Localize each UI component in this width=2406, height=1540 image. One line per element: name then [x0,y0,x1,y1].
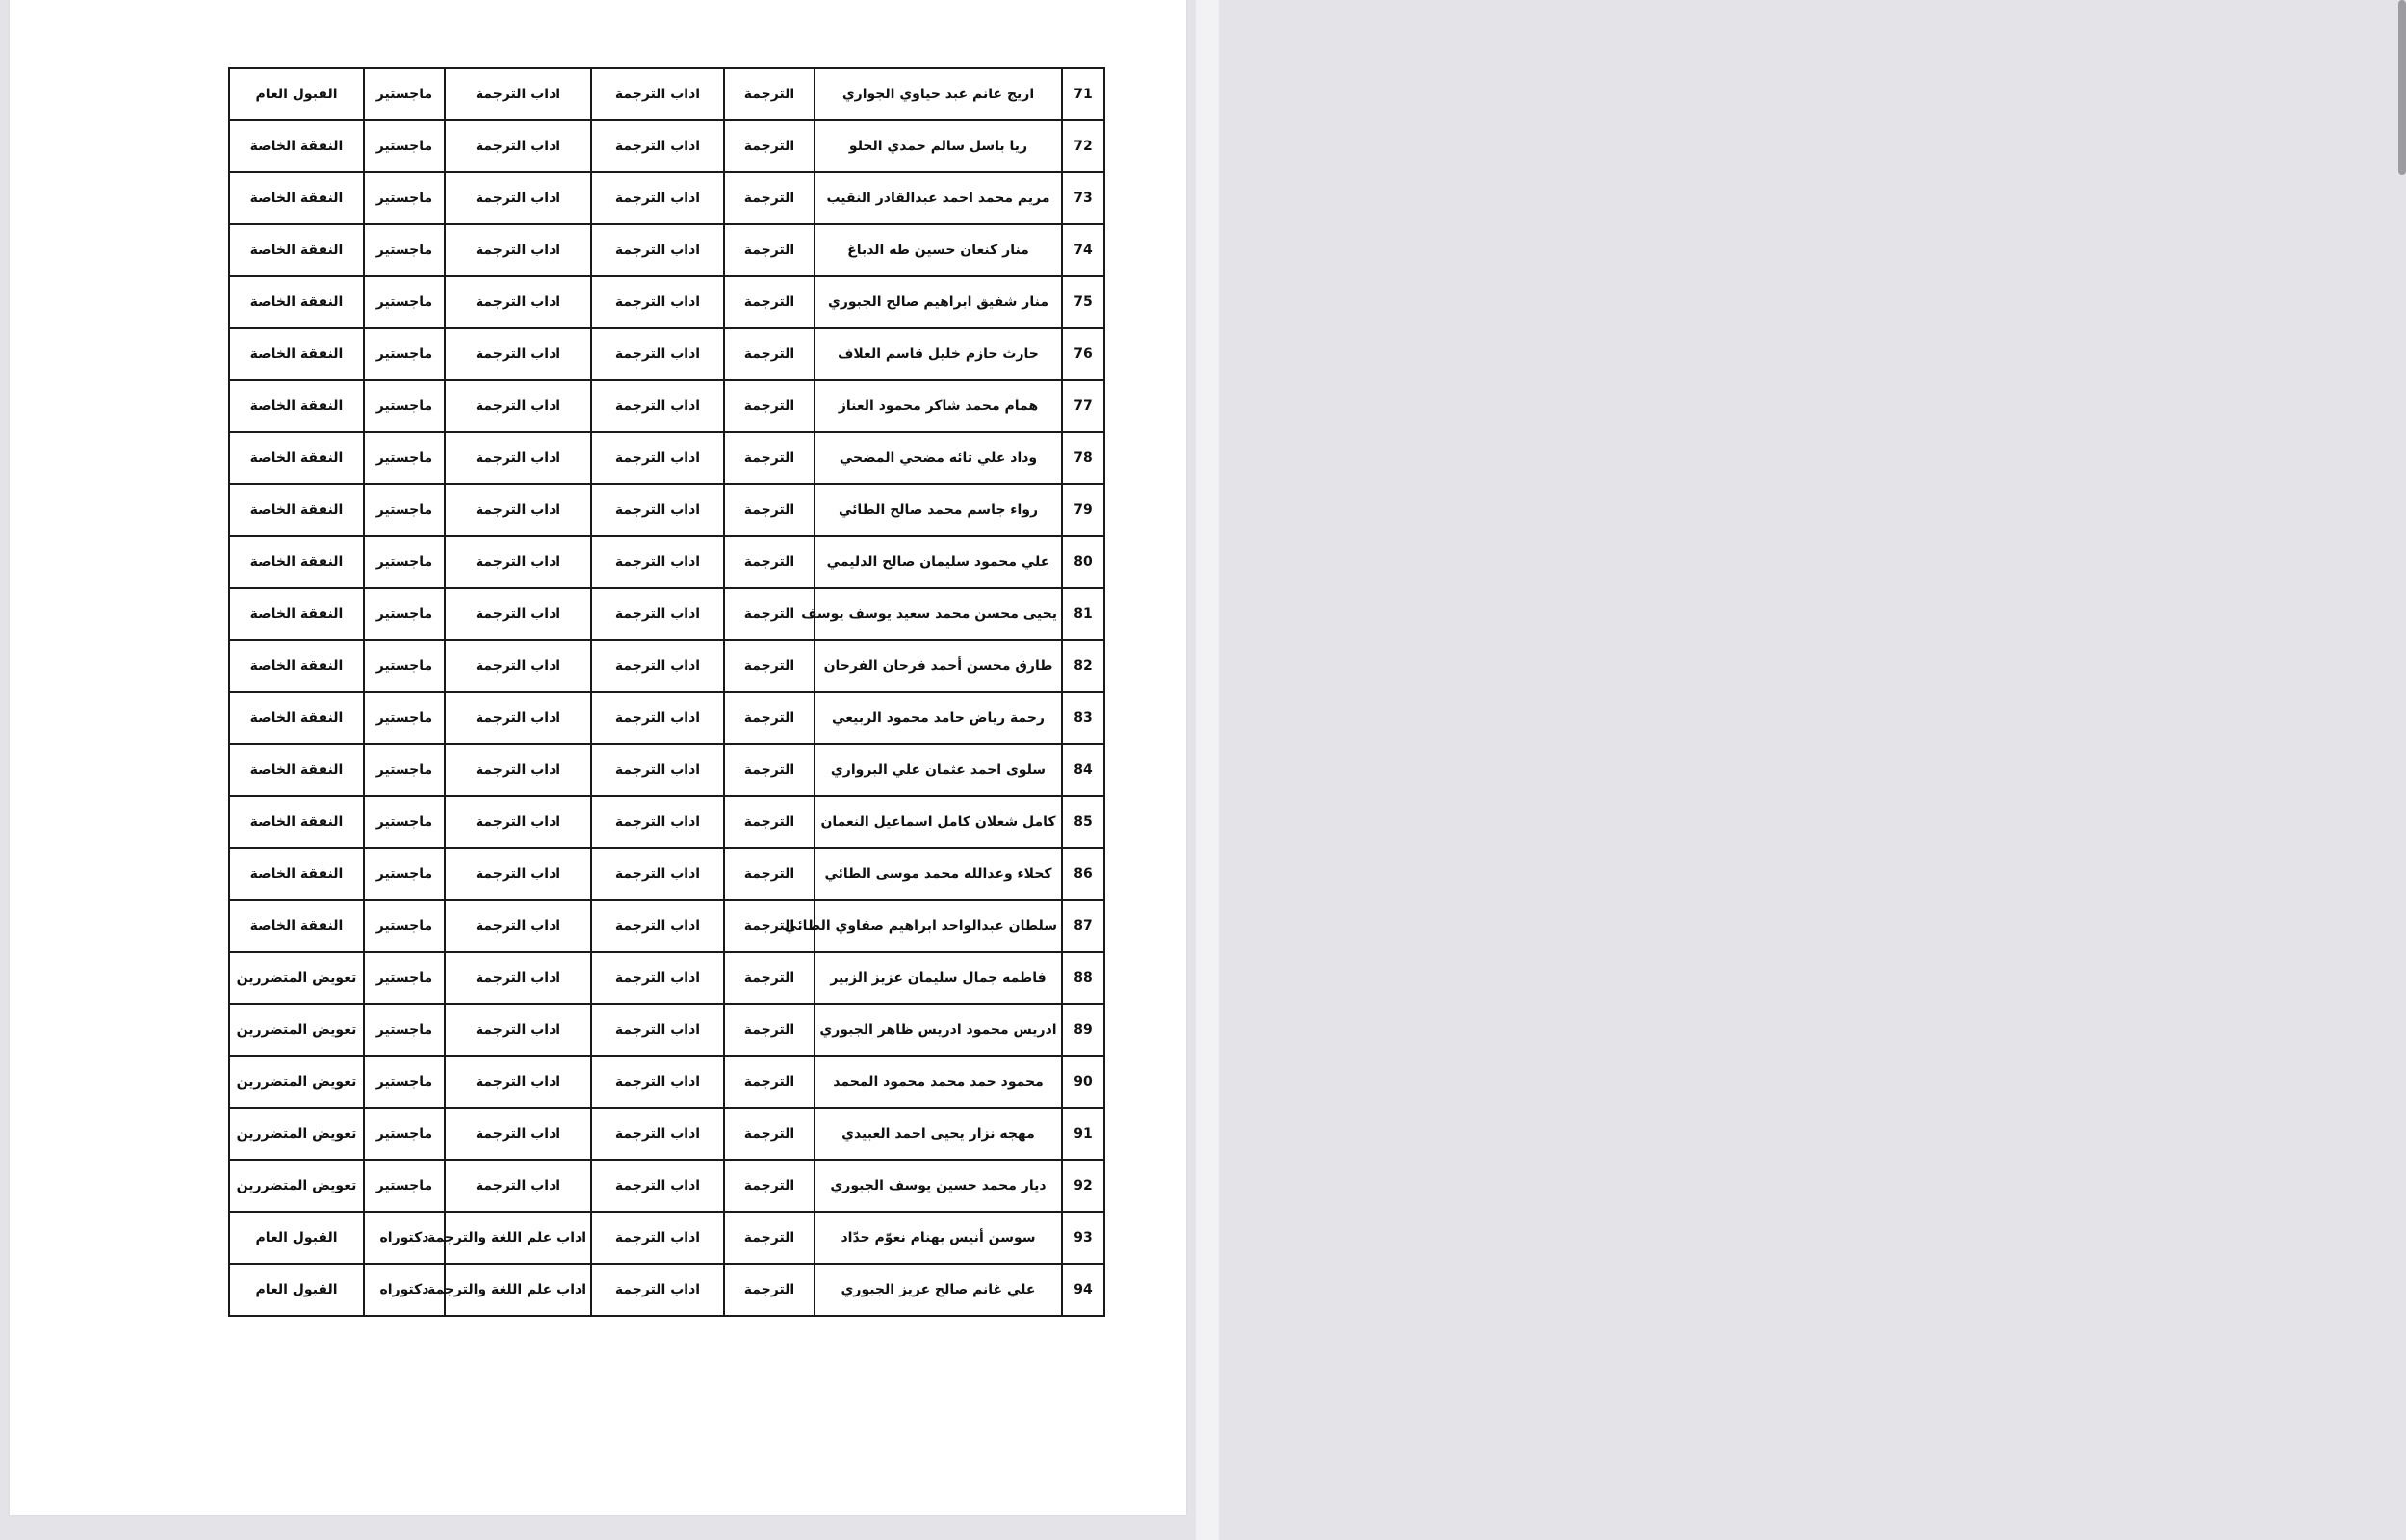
section-cell: الترجمة [724,432,815,484]
degree-cell: ماجستير [364,1108,445,1160]
row-number-cell: 84 [1062,744,1104,796]
specialization-cell: اداب الترجمة [445,120,591,172]
department-cell: اداب الترجمة [591,1160,724,1212]
degree-cell: ماجستير [364,224,445,276]
scrollbar-thumb[interactable] [2398,0,2406,175]
section-cell: الترجمة [724,588,815,640]
section-cell: الترجمة [724,1264,815,1316]
student-name-cell: منار شفيق ابراهيم صالح الجبوري [815,276,1062,328]
degree-cell: ماجستير [364,1004,445,1056]
department-cell: اداب الترجمة [591,68,724,120]
row-number-cell: 72 [1062,120,1104,172]
admission-type-cell: النفقة الخاصة [229,484,364,536]
admission-type-cell: النفقة الخاصة [229,588,364,640]
degree-cell: ماجستير [364,900,445,952]
row-number-cell: 71 [1062,68,1104,120]
section-cell: الترجمة [724,120,815,172]
section-cell: الترجمة [724,1160,815,1212]
student-name-cell: رحمة رياض حامد محمود الربيعي [815,692,1062,744]
admission-type-cell: القبول العام [229,1264,364,1316]
admission-type-cell: النفقة الخاصة [229,796,364,848]
row-number-cell: 79 [1062,484,1104,536]
degree-cell: ماجستير [364,432,445,484]
department-cell: اداب الترجمة [591,380,724,432]
table-row [229,1108,1104,1160]
section-cell: الترجمة [724,1212,815,1264]
specialization-cell: اداب الترجمة [445,276,591,328]
student-name-cell: اريج غانم عبد حياوي الجواري [815,68,1062,120]
department-cell: اداب الترجمة [591,900,724,952]
admission-type-cell: النفقة الخاصة [229,380,364,432]
specialization-cell: اداب الترجمة [445,796,591,848]
admission-type-cell: النفقة الخاصة [229,640,364,692]
student-name-cell: ديار محمد حسين يوسف الجبوري [815,1160,1062,1212]
table-row [229,588,1104,640]
admission-type-cell: تعويض المتضررين [229,1056,364,1108]
department-cell: اداب الترجمة [591,432,724,484]
degree-cell: ماجستير [364,120,445,172]
student-name-cell: علي غانم صالح عزيز الجبوري [815,1264,1062,1316]
department-cell: اداب الترجمة [591,224,724,276]
section-cell: الترجمة [724,640,815,692]
admission-type-cell: النفقة الخاصة [229,900,364,952]
student-name-cell: سلطان عبدالواحد ابراهيم صفاوي الطائي [815,900,1062,952]
degree-cell: دكتوراه [364,1264,445,1316]
section-cell: الترجمة [724,952,815,1004]
table-row [229,328,1104,380]
row-number-cell: 86 [1062,848,1104,900]
specialization-cell: اداب الترجمة [445,588,591,640]
specialization-cell: اداب الترجمة [445,848,591,900]
department-cell: اداب الترجمة [591,1004,724,1056]
section-cell: الترجمة [724,276,815,328]
student-name-cell: محمود حمد محمد محمود المحمد [815,1056,1062,1108]
department-cell: اداب الترجمة [591,328,724,380]
student-name-cell: حارث حازم خليل قاسم العلاف [815,328,1062,380]
degree-cell: ماجستير [364,952,445,1004]
student-name-cell: فاطمه جمال سليمان عزيز الزبير [815,952,1062,1004]
student-name-cell: مريم محمد احمد عبدالقادر النقيب [815,172,1062,224]
table-body [229,68,1104,1316]
specialization-cell: اداب الترجمة [445,328,591,380]
row-number-cell: 80 [1062,536,1104,588]
row-number-cell: 85 [1062,796,1104,848]
student-name-cell: ريا باسل سالم حمدي الحلو [815,120,1062,172]
specialization-cell: اداب علم اللغة والترجمة [445,1264,591,1316]
student-name-cell: يحيى محسن محمد سعيد يوسف يوسف [815,588,1062,640]
department-cell: اداب الترجمة [591,1212,724,1264]
admission-type-cell: النفقة الخاصة [229,536,364,588]
admission-type-cell: القبول العام [229,68,364,120]
degree-cell: ماجستير [364,744,445,796]
department-cell: اداب الترجمة [591,536,724,588]
degree-cell: ماجستير [364,276,445,328]
section-cell: الترجمة [724,328,815,380]
scrollbar-track[interactable] [1196,0,1219,1540]
department-cell: اداب الترجمة [591,640,724,692]
table-row [229,432,1104,484]
row-number-cell: 92 [1062,1160,1104,1212]
degree-cell: ماجستير [364,588,445,640]
degree-cell: ماجستير [364,536,445,588]
row-number-cell: 83 [1062,692,1104,744]
admission-type-cell: تعويض المتضررين [229,1108,364,1160]
specialization-cell: اداب الترجمة [445,536,591,588]
section-cell: الترجمة [724,796,815,848]
department-cell: اداب الترجمة [591,484,724,536]
row-number-cell: 74 [1062,224,1104,276]
student-name-cell: سوسن أنيس بهنام نعوّم حدّاد [815,1212,1062,1264]
row-number-cell: 73 [1062,172,1104,224]
row-number-cell: 89 [1062,1004,1104,1056]
department-cell: اداب الترجمة [591,276,724,328]
section-cell: الترجمة [724,380,815,432]
degree-cell: ماجستير [364,484,445,536]
admission-type-cell: تعويض المتضررين [229,952,364,1004]
table-row [229,380,1104,432]
table-row [229,900,1104,952]
section-cell: الترجمة [724,484,815,536]
department-cell: اداب الترجمة [591,1108,724,1160]
table-row [229,68,1104,120]
student-name-cell: منار كنعان حسين طه الدباغ [815,224,1062,276]
table-row [229,1264,1104,1316]
degree-cell: ماجستير [364,796,445,848]
specialization-cell: اداب علم اللغة والترجمة [445,1212,591,1264]
table-row [229,484,1104,536]
admission-type-cell: النفقة الخاصة [229,328,364,380]
row-number-cell: 78 [1062,432,1104,484]
table-row [229,848,1104,900]
specialization-cell: اداب الترجمة [445,172,591,224]
section-cell: الترجمة [724,536,815,588]
table-row [229,172,1104,224]
admission-type-cell: النفقة الخاصة [229,744,364,796]
table-row [229,1056,1104,1108]
admission-type-cell: القبول العام [229,1212,364,1264]
row-number-cell: 87 [1062,900,1104,952]
row-number-cell: 82 [1062,640,1104,692]
table-row [229,640,1104,692]
admission-type-cell: تعويض المتضررين [229,1160,364,1212]
section-cell: الترجمة [724,744,815,796]
department-cell: اداب الترجمة [591,1056,724,1108]
student-name-cell: مهجه نزار يحيى احمد العبيدي [815,1108,1062,1160]
student-name-cell: همام محمد شاكر محمود العناز [815,380,1062,432]
section-cell: الترجمة [724,68,815,120]
specialization-cell: اداب الترجمة [445,1108,591,1160]
degree-cell: ماجستير [364,1160,445,1212]
row-number-cell: 88 [1062,952,1104,1004]
degree-cell: ماجستير [364,1056,445,1108]
admission-type-cell: تعويض المتضررين [229,1004,364,1056]
student-name-cell: علي محمود سليمان صالح الدليمي [815,536,1062,588]
section-cell: الترجمة [724,224,815,276]
table-row [229,796,1104,848]
specialization-cell: اداب الترجمة [445,68,591,120]
row-number-cell: 93 [1062,1212,1104,1264]
student-name-cell: ادريس محمود ادريس ظاهر الجبوري [815,1004,1062,1056]
section-cell: الترجمة [724,1004,815,1056]
student-name-cell: سلوى احمد عثمان علي البرواري [815,744,1062,796]
table-row [229,1160,1104,1212]
specialization-cell: اداب الترجمة [445,432,591,484]
table-row [229,120,1104,172]
specialization-cell: اداب الترجمة [445,224,591,276]
section-cell: الترجمة [724,900,815,952]
student-name-cell: وداد علي تائه مضحي المضحي [815,432,1062,484]
department-cell: اداب الترجمة [591,172,724,224]
specialization-cell: اداب الترجمة [445,1056,591,1108]
student-name-cell: طارق محسن أحمد فرحان الفرحان [815,640,1062,692]
table-row [229,1004,1104,1056]
specialization-cell: اداب الترجمة [445,900,591,952]
specialization-cell: اداب الترجمة [445,744,591,796]
student-name-cell: رواء جاسم محمد صالح الطائي [815,484,1062,536]
degree-cell: دكتوراه [364,1212,445,1264]
section-cell: الترجمة [724,692,815,744]
row-number-cell: 77 [1062,380,1104,432]
document-page [10,0,1186,1515]
department-cell: اداب الترجمة [591,1264,724,1316]
specialization-cell: اداب الترجمة [445,1160,591,1212]
row-number-cell: 90 [1062,1056,1104,1108]
specialization-cell: اداب الترجمة [445,1004,591,1056]
section-cell: الترجمة [724,1108,815,1160]
table-row [229,1212,1104,1264]
table-row [229,536,1104,588]
degree-cell: ماجستير [364,328,445,380]
section-cell: الترجمة [724,1056,815,1108]
student-name-cell: كامل شعلان كامل اسماعيل النعمان [815,796,1062,848]
department-cell: اداب الترجمة [591,744,724,796]
department-cell: اداب الترجمة [591,692,724,744]
department-cell: اداب الترجمة [591,588,724,640]
admission-type-cell: النفقة الخاصة [229,692,364,744]
admission-type-cell: النفقة الخاصة [229,432,364,484]
specialization-cell: اداب الترجمة [445,692,591,744]
row-number-cell: 91 [1062,1108,1104,1160]
department-cell: اداب الترجمة [591,848,724,900]
degree-cell: ماجستير [364,692,445,744]
student-name-cell: كحلاء وعدالله محمد موسى الطائي [815,848,1062,900]
table-row [229,692,1104,744]
admission-type-cell: النفقة الخاصة [229,172,364,224]
table-row [229,952,1104,1004]
department-cell: اداب الترجمة [591,796,724,848]
specialization-cell: اداب الترجمة [445,484,591,536]
specialization-cell: اداب الترجمة [445,380,591,432]
degree-cell: ماجستير [364,172,445,224]
degree-cell: ماجستير [364,640,445,692]
table-row [229,224,1104,276]
row-number-cell: 81 [1062,588,1104,640]
degree-cell: ماجستير [364,848,445,900]
admission-type-cell: النفقة الخاصة [229,120,364,172]
row-number-cell: 75 [1062,276,1104,328]
table-row [229,744,1104,796]
department-cell: اداب الترجمة [591,120,724,172]
admission-type-cell: النفقة الخاصة [229,276,364,328]
degree-cell: ماجستير [364,68,445,120]
department-cell: اداب الترجمة [591,952,724,1004]
specialization-cell: اداب الترجمة [445,952,591,1004]
row-number-cell: 94 [1062,1264,1104,1316]
table-row [229,276,1104,328]
admission-type-cell: النفقة الخاصة [229,224,364,276]
admission-type-cell: النفقة الخاصة [229,848,364,900]
section-cell: الترجمة [724,848,815,900]
specialization-cell: اداب الترجمة [445,640,591,692]
admissions-table [228,67,1105,1317]
degree-cell: ماجستير [364,380,445,432]
row-number-cell: 76 [1062,328,1104,380]
section-cell: الترجمة [724,172,815,224]
